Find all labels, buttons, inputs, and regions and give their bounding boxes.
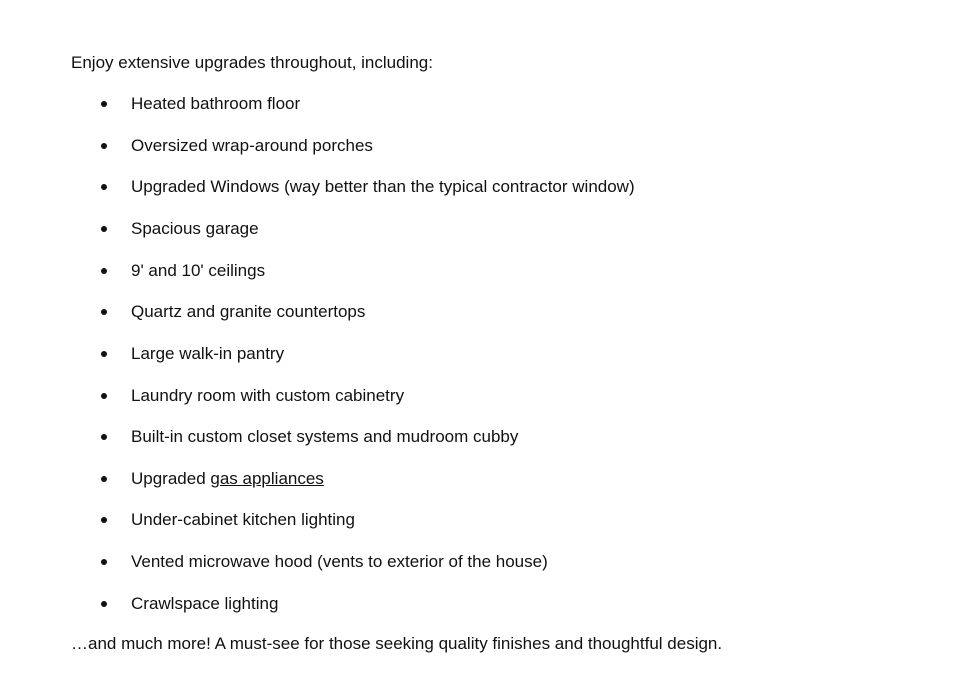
bullet-icon <box>101 517 107 523</box>
bullet-icon <box>101 101 107 107</box>
list-item <box>0 385 900 407</box>
bullet-icon <box>101 268 107 274</box>
list-item <box>0 551 900 573</box>
bullet-icon <box>101 434 107 440</box>
list-item-text: 9' and 10' ceilings <box>131 261 266 280</box>
list-item-text: Under-cabinet kitchen lighting <box>131 510 355 529</box>
list-item-text: Upgraded Windows (way better than the typical contractor window) <box>131 177 635 196</box>
closing-paragraph: …and much more! A must-see for those seeking quality finishes and thoughtful design. <box>71 634 723 653</box>
list-item-text: Built-in custom closet systems and mudroom cubby <box>131 427 519 446</box>
bullet-icon <box>101 143 107 149</box>
bullet-icon <box>101 184 107 190</box>
list-item-text: Laundry room with custom cabinetry <box>131 386 405 405</box>
intro-paragraph: Enjoy extensive upgrades throughout, including: <box>71 53 433 72</box>
bullet-icon <box>101 309 107 315</box>
list-item <box>0 426 900 448</box>
list-item <box>0 135 900 157</box>
list-item-prefix: Upgraded <box>131 469 211 488</box>
list-item <box>0 593 900 615</box>
list-item-text: Large walk-in pantry <box>131 344 285 363</box>
bullet-icon <box>101 601 107 607</box>
list-item-text: Spacious garage <box>131 219 259 238</box>
bullet-icon <box>101 476 107 482</box>
list-item-text: Oversized wrap-around porches <box>131 136 373 155</box>
bullet-icon <box>101 559 107 565</box>
gas-appliances-link[interactable]: gas appliances <box>210 469 324 488</box>
list-item-text <box>131 468 324 490</box>
list-item <box>0 260 900 282</box>
bullet-icon <box>101 226 107 232</box>
list-item-text: Crawlspace lighting <box>131 594 279 613</box>
list-item-text: Heated bathroom floor <box>131 94 301 113</box>
list-item-text: Quartz and granite countertops <box>131 302 366 321</box>
bullet-icon <box>101 351 107 357</box>
list-item-text: Vented microwave hood (vents to exterior of the house) <box>131 552 548 571</box>
list-item <box>0 468 900 490</box>
list-item <box>0 301 900 323</box>
list-item <box>0 176 900 198</box>
list-item <box>0 218 900 240</box>
list-item <box>0 509 900 531</box>
list-item <box>0 93 900 115</box>
bullet-icon <box>101 393 107 399</box>
list-item <box>0 343 900 365</box>
